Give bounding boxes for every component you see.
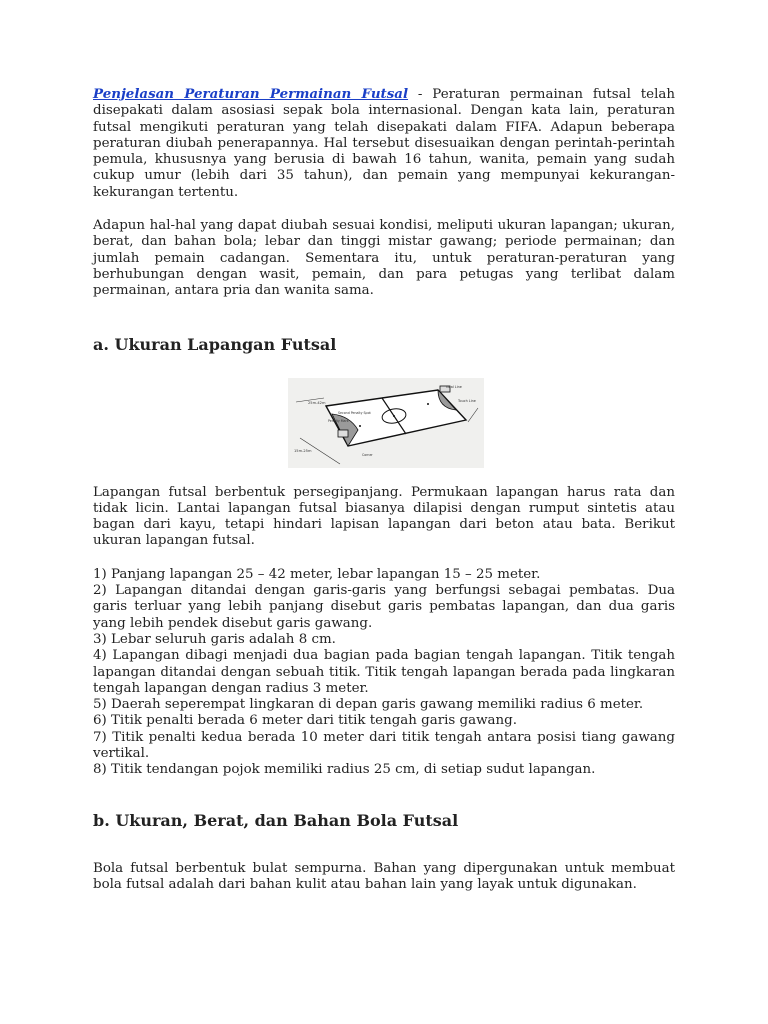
article-title-link[interactable]: Penjelasan Peraturan Permainan Futsal [93, 86, 409, 102]
list-item: 6) Titik penalti berada 6 meter dari titik tengah garis gawang. [93, 713, 517, 729]
list-item: 5) Daerah seperempat lingkaran di depan garis gawang memiliki radius 6 meter. [93, 697, 644, 713]
intro-paragraph [93, 86, 675, 201]
section-a-paragraph: Lapangan futsal berbentuk persegipanjang. Permukaan lapangan harus rata dan tidak licin. Lantai lapangan futsal biasanya dilapisi dengan rumput sintetis atau bagan dari kayu, tetapi hindari lapisan lapangan dari beton atau bata. Berikut ukuran lapangan futsal. [93, 484, 675, 549]
section-b-paragraph: Bola futsal berbentuk bulat sempurna. Bahan yang dipergunakan untuk membuat bola futsal adalah dari bahan kulit atau bahan lain yang layak untuk digunakan. [93, 860, 675, 892]
paragraph-2: Adapun hal-hal yang dapat diubah sesuai kondisi, meliputi ukuran lapangan; ukuran, berat, dan bahan bola; lebar dan tinggi mistar gawang; periode permainan; dan jumlah pemain cadangan. Sementara itu, untuk peraturan-peraturan yang berhubungan dengan wasit, pemain, dan para petugas yang terlibat dalam permainan, antara pria dan wanita sama. [93, 218, 675, 299]
list-item: 7) Titik penalti kedua berada 10 meter dari titik tengah antara posisi tiang gawang vertikal. [93, 729, 675, 762]
spacer [93, 468, 675, 485]
intro-text: - Peraturan permainan futsal telah disepakati dalam asosiasi sepak bola internasional. Dengan kata lain, peraturan futsal mengikuti peraturan yang telah disepakati dalam FIFA. Adapun beberapa peraturan diubah penerapannya. Hal tersebut disesuaikan dengan perintah-perintah pemula, khususnya yang berusia di bawah 16 tahun, wanita, pemain yang sudah cukup umur (lebih dari 35 tahun), dan pemain yang mempunyai kekurangan-kekurangan tertentu. [93, 87, 675, 200]
section-a-heading: a. Ukuran Lapangan Futsal [93, 334, 337, 354]
list-item: 1) Panjang lapangan 25 – 42 meter, lebar lapangan 15 – 25 meter. [93, 566, 541, 582]
spacer [93, 779, 675, 811]
section-b-heading: b. Ukuran, Berat, dan Bahan Bola Futsal [93, 810, 459, 830]
list-item: 4) Lapangan dibagi menjadi dua bagian pada bagian tengah lapangan. Titik tengah lapangan ditandai dengan sebuah titik. Titik tengah lapangan berada pada lingkaran tengah lapangan dengan radius 3 meter. [93, 648, 675, 696]
field-svg [288, 378, 484, 468]
field-size-list [93, 567, 675, 779]
list-item: 3) Lebar seluruh garis adalah 8 cm. [93, 631, 336, 647]
spacer [93, 550, 675, 567]
corner-label: Corner [362, 452, 373, 457]
penalty-mark-label: Penalty Mark [328, 418, 349, 423]
spacer [93, 300, 675, 335]
spacer [93, 355, 675, 378]
list-item: 8) Titik tendangan pojok memiliki radius 25 cm, di setiap sudut lapangan. [93, 762, 596, 778]
futsal-field-diagram [288, 378, 484, 468]
document-page [93, 86, 675, 893]
touch-line-label: Touch Line [458, 398, 476, 403]
spacer [93, 831, 675, 861]
left-goal [338, 430, 348, 437]
dim-label-b: 15m-25m [294, 448, 312, 453]
spacer [93, 201, 675, 218]
second-penalty-label: Second Penalty Spot [338, 410, 371, 415]
list-item: 2) Lapangan ditandai dengan garis-garis yang berfungsi sebagai pembatas. Dua garis terluar yang lebih panjang disebut garis pembatas lapangan, dan dua garis yang lebih pendek disebut garis gawang. [93, 583, 675, 631]
goal-line-label: Goal Line [446, 384, 462, 389]
dim-label-a: 25m-42m [308, 400, 326, 405]
